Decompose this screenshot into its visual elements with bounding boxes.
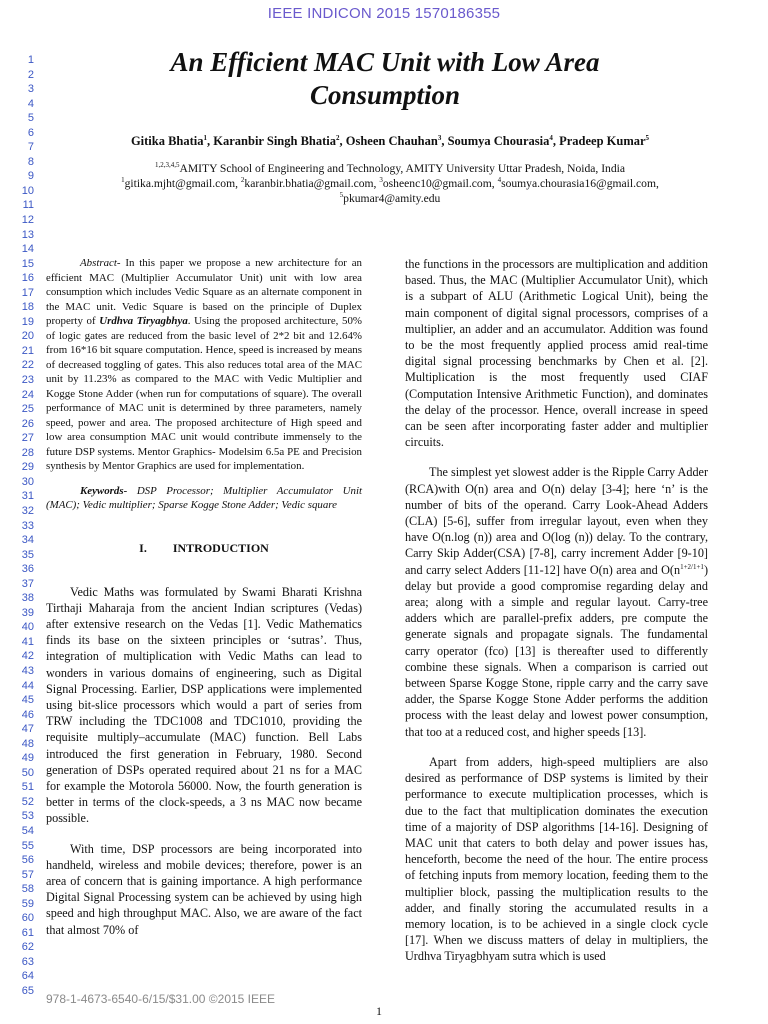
line-number: 16 <box>21 272 34 285</box>
line-number: 6 <box>27 126 34 139</box>
line-number: 24 <box>21 388 34 401</box>
line-number: 64 <box>21 970 34 983</box>
copyright-footer: 978-1-4673-6540-6/15/$31.00 ©2015 IEEE <box>46 992 276 1006</box>
right-column <box>405 256 708 979</box>
author-sup: 3 <box>437 133 442 142</box>
line-number: 29 <box>21 461 34 474</box>
body-paragraph: the functions in the processors are multiplication and addition based. Thus, the MAC (Multiplier Accumulator Unit), which is a subpart of ALU (Arithmetic Logical Unit), being the main component of digital signal processors, comprises of a multiplier, an adder and an accumulator. Addition was found to be the most frequently applied process amid real-time digital signal processing benchmarks by Chen et al. [2]. Multiplication is the most frequently used CIAF (Computation Intensive Arithmetic Function), and dominates the delay of the processor. Hence, overall increase in speed can be seen after incorporating faster adder and multiplier circuits. <box>405 257 708 450</box>
exponent-sup: 1+2/1+1 <box>680 562 704 571</box>
line-number: 52 <box>21 795 34 808</box>
email-sup: 5 <box>339 191 344 200</box>
line-number: 63 <box>21 955 34 968</box>
abstract-label: Abstract- <box>80 257 121 269</box>
line-number: 55 <box>21 839 34 852</box>
line-number: 28 <box>21 446 34 459</box>
line-number: 32 <box>21 504 34 517</box>
line-number: 40 <box>21 621 34 634</box>
line-number: 31 <box>21 490 34 503</box>
title-line-2: Consumption <box>309 80 461 110</box>
line-number: 35 <box>21 548 34 561</box>
body-paragraph <box>405 464 708 739</box>
email-address: osheenc10@gmail.com, <box>382 177 495 190</box>
line-number: 57 <box>21 868 34 881</box>
author-sup: 5 <box>645 133 650 142</box>
line-number: 50 <box>21 766 34 779</box>
line-number: 45 <box>21 694 34 707</box>
email-address: gitika.mjht@gmail.com, <box>124 177 238 190</box>
line-number: 33 <box>21 519 34 532</box>
line-number: 18 <box>21 301 34 314</box>
keywords-label: Keywords- <box>80 484 128 497</box>
line-number: 30 <box>21 475 34 488</box>
line-number: 42 <box>21 650 34 663</box>
abstract-emphasis: Urdhva Tiryagbhya <box>99 315 188 327</box>
line-number: 54 <box>21 824 34 837</box>
line-number: 19 <box>21 315 34 328</box>
line-number: 3 <box>27 83 34 96</box>
line-number: 13 <box>21 228 34 241</box>
author-sup: 4 <box>549 133 553 142</box>
author-name: Pradeep Kumar <box>559 134 646 148</box>
line-number: 48 <box>21 737 34 750</box>
line-number: 34 <box>21 534 34 547</box>
line-number: 25 <box>21 403 34 416</box>
line-number: 60 <box>21 912 34 925</box>
line-number: 53 <box>21 810 34 823</box>
line-number: 9 <box>27 170 34 183</box>
line-number: 43 <box>21 664 34 677</box>
line-number: 17 <box>21 286 34 299</box>
email-line <box>40 176 740 191</box>
body-paragraph: Vedic Maths was formulated by Swami Bharati Krishna Tirthaji Maharaja from the ancient Indian scriptures (Vedas) after extensive research on the Vedas [1]. Vedic Mathematics finds its base on the sixteen principles or ‘sutras’. Thus, integration of multiplication with Vedic Maths can lead to wonders in various domains of engineering, such as Digital Signal Processing. Earlier, DSP applications were implemented using bit-slice processors which would a part of series from TRW including the TDC1008 and TDC1010, providing the requisite multiply–accumulate (MAC) function. Bell Labs introduced the first generation in February, 1980. Second generation of DSPs operated required about 21 ns for a MAC for example the Motorola 56000. Now, the fourth generation is better in terms of the clock-speeds, a 3 ns MAC now became possible. <box>46 584 362 826</box>
email-sup: 2 <box>240 176 245 185</box>
conference-banner: IEEE INDICON 2015 1570186355 <box>267 5 501 22</box>
line-number: 51 <box>21 781 34 794</box>
line-number-column <box>8 53 34 999</box>
line-number: 36 <box>21 563 34 576</box>
abstract <box>46 256 362 474</box>
affiliation-line <box>40 161 740 176</box>
line-number: 38 <box>21 592 34 605</box>
body-paragraph: Apart from adders, high-speed multipliers are also desired as performance of DSP systems is limited by their performance to execute multiplication processes, which is due to the fact that multiplication dominates the execution time of a majority of DSP algorithms [14-16]. Designing of MAC unit that caters to both delay and power issues has, henceforth, become the need of the hour. The entire process of fetching inputs from memory location, feeding them to the multiplier block, passing the multiplication results to the adder, and finally storing the accumulated results in a memory location, is to be achieved in a single clock cycle [17]. When we discuss matters of delay in multipliers, the Urdhva Tiryagbhyam sutra which is used <box>405 754 708 964</box>
line-number: 39 <box>21 606 34 619</box>
keywords-text: DSP Processor; Multiplier Accumulator Unit (MAC); Vedic multiplier; Sparse Kogge Stone Adder; Vedic square <box>46 484 362 511</box>
email-sup: 4 <box>497 176 502 185</box>
email-address: soumya.chourasia16@gmail.com, <box>501 177 659 190</box>
line-number: 14 <box>21 243 34 256</box>
abstract-text: In this paper we propose a new architecture for an efficient MAC (Multiplier Accumulator Unit) unit with low area consumption which includes Vedic Square as an alternate component in the MAC unit. Vedic Square is based on the principle of Duplex property of <box>46 257 362 327</box>
line-number: 23 <box>21 374 34 387</box>
line-number: 62 <box>21 941 34 954</box>
keywords <box>46 484 362 513</box>
affiliation-sup: 1,2,3,4,5 <box>154 161 180 170</box>
section-title: INTRODUCTION <box>172 540 269 555</box>
email-address: karanbir.bhatia@gmail.com, <box>244 177 377 190</box>
line-number: 59 <box>21 897 34 910</box>
line-number: 8 <box>27 155 34 168</box>
line-number: 5 <box>27 112 34 125</box>
left-column <box>46 256 362 952</box>
line-number: 11 <box>22 199 34 212</box>
line-number: 27 <box>21 432 34 445</box>
line-number: 65 <box>21 985 34 997</box>
paragraph-text-continued: ) delay but provide a good compromise regarding delay and area; along with a simple and regular layout. Carry-tree adders which are parallel-prefix adders, pre compute the generate signals and propagate signals. The fundamental carry operator (fco) [13] is thereafter used to differently combine these signals. When a comparison is carried out between Sparse Kogge Stone, ripple carry and the carry save adder, the Sparse Kogge Stone Adder performs the addition process with the least delay and lowest power consumption, that too at a reduced cost, and higher speeds [13]. <box>405 562 708 739</box>
email-sup: 3 <box>379 176 383 185</box>
abstract-text-continued: . Using the proposed architecture, 50% of logic gates are reduced from the basic level of 2*2 bit and 12.64% from 16*16 bit square computation. Hence, speed is increased by means of decreased toggling of gates. This also reduces total area of the MAC unit by 11.23% as compared to the MAC with Vedic Multiplier and Kogge Stone Adder (when run for computations of square). The overall performance of MAC unit is determined by three parameters, namely speed, power and area. The proposed architecture of High speed and low area consumption MAC unit would contribute immensely to the future DSP systems. Mentor Graphics- Modelsim 6.5a PE and Precision synthesis by Mentor Graphics are used for implementation. <box>46 315 362 472</box>
line-number: 56 <box>21 854 34 867</box>
author-name: Karanbir Singh Bhatia <box>213 134 337 148</box>
affiliation-text: AMITY School of Engineering and Technology, AMITY University Uttar Pradesh, Noida, India <box>179 162 626 175</box>
author-sup: 2 <box>336 133 340 142</box>
line-number: 2 <box>27 68 34 81</box>
line-number: 22 <box>21 359 34 372</box>
line-number: 44 <box>21 679 34 692</box>
author-name: Gitika Bhatia <box>130 134 204 148</box>
line-number: 7 <box>27 141 34 154</box>
section-number: I. <box>139 540 147 555</box>
line-number: 61 <box>21 926 34 939</box>
line-number: 49 <box>21 752 34 765</box>
email-sup: 1 <box>121 176 125 185</box>
author-sup: 1 <box>203 133 208 142</box>
line-number: 47 <box>21 723 34 736</box>
line-number: 46 <box>21 708 34 721</box>
line-number: 41 <box>21 635 34 648</box>
line-number: 10 <box>21 184 34 197</box>
title-line-1: An Efficient MAC Unit with Low Area <box>170 47 600 77</box>
email-line-2 <box>40 191 740 206</box>
author-name: Osheen Chauhan <box>345 134 438 148</box>
line-number: 26 <box>21 417 34 430</box>
section-heading <box>46 541 362 556</box>
line-number: 4 <box>27 97 34 110</box>
line-number: 21 <box>21 344 34 357</box>
line-number: 15 <box>21 257 34 270</box>
body-paragraph: With time, DSP processors are being incorporated into handheld, wireless and mobile devices; therefore, power is an area of concern that is gaining importance. A high performance Digital Signal Processing system can be achieved by using high speed and high throughput MAC. Also, we are aware of the fact that almost 70% of <box>46 841 362 937</box>
affiliation-block <box>40 161 740 206</box>
line-number: 58 <box>21 883 34 896</box>
paper-title <box>80 46 690 112</box>
page-number: 1 <box>376 1004 382 1018</box>
email-address: pkumar4@amity.edu <box>343 192 441 205</box>
line-number: 20 <box>21 330 34 343</box>
line-number: 37 <box>21 577 34 590</box>
author-name: Soumya Chourasia <box>447 134 550 148</box>
line-number: 1 <box>27 54 34 66</box>
paragraph-text: The simplest yet slowest adder is the Ripple Carry Adder (RCA)with O(n) area and O(n) delay [3-4]; here ‘n’ is the number of bits of the operand. Carry Look-Ahead Adders (CLA) [5-6], suffer from irregular layout, even when they have O(n.log (n)) area and O(log (n)) delay. To the contrary, Carry Skip Adder(CSA) [7-8], carry increment Adder [9-10] and carry select Adders [11-12] have O(n) area and O(n <box>405 465 708 577</box>
author-list: Gitika Bhatia$^1$, Karanbir Singh Bhatia$^2$, Osheen Chauhan$^3$, Soumya Chourasia$^4$, Pradeep Kumar$^5$ <box>130 133 650 148</box>
line-number: 12 <box>21 214 34 227</box>
